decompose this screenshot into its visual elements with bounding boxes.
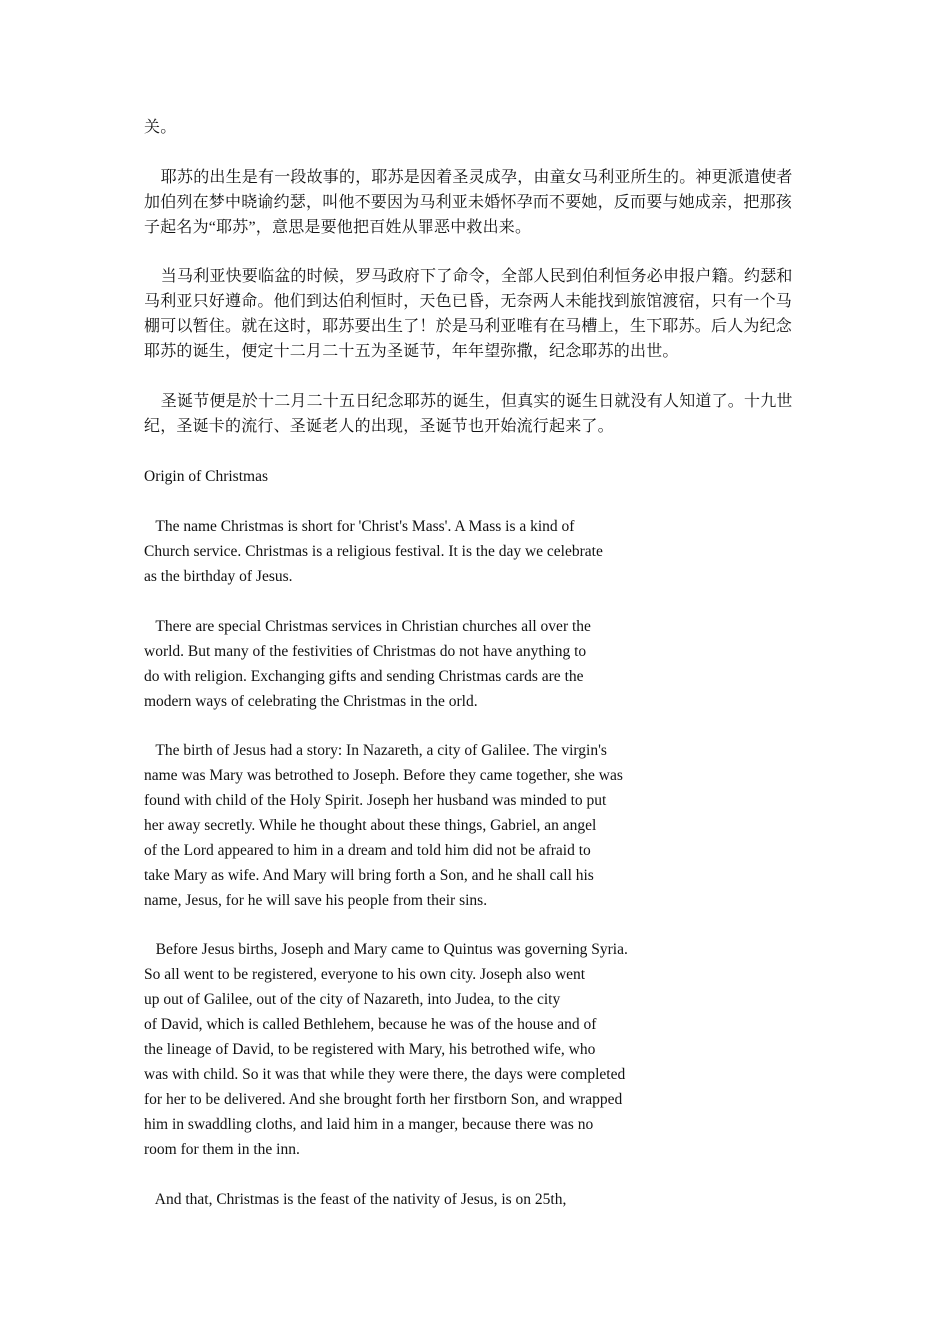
english-text-line: of David, which is called Bethlehem, because he was of the house and of bbox=[144, 1016, 597, 1033]
english-text-line: him in swaddling cloths, and laid him in a manger, because there was no bbox=[144, 1116, 594, 1133]
chinese-text-line: 圣诞节便是於十二月二十五日纪念耶苏的诞生，但真实的诞生日就没有人知道了。十九世 bbox=[144, 393, 793, 410]
chinese-text-line: 耶苏的出生是有一段故事的，耶苏是因着圣灵成孕，由童女马利亚所生的。神更派遣使者 bbox=[144, 169, 793, 186]
english-text-line: Before Jesus births, Joseph and Mary came to Quintus was governing Syria. bbox=[144, 941, 628, 958]
english-text-line: found with child of the Holy Spirit. Joseph her husband was minded to put bbox=[144, 792, 607, 809]
english-text-line: world. But many of the festivities of Christmas do not have anything to bbox=[144, 643, 587, 660]
english-text-line: up out of Galilee, out of the city of Nazareth, into Judea, to the city bbox=[144, 991, 561, 1008]
english-text-line: modern ways of celebrating the Christmas in the orld. bbox=[144, 693, 478, 710]
english-text-line: as the birthday of Jesus. bbox=[144, 568, 293, 585]
english-text-line: do with religion. Exchanging gifts and sending Christmas cards are the bbox=[144, 668, 584, 685]
english-text-line: Church service. Christmas is a religious festival. It is the day we celebrate bbox=[144, 543, 603, 560]
chinese-text-line: 棚可以暂住。就在这时，耶苏要出生了！於是马利亚唯有在马槽上，生下耶苏。后人为纪念 bbox=[144, 318, 793, 335]
english-text-line: of the Lord appeared to him in a dream and told him did not be afraid to bbox=[144, 842, 591, 859]
english-text-line: was with child. So it was that while they were there, the days were completed bbox=[144, 1066, 626, 1083]
english-text-line: And that, Christmas is the feast of the nativity of Jesus, is on 25th, bbox=[144, 1191, 567, 1208]
english-text-line: There are special Christmas services in Christian churches all over the bbox=[144, 618, 591, 635]
section-heading: Origin of Christmas bbox=[144, 468, 268, 485]
english-text-line: So all went to be registered, everyone to his own city. Joseph also went bbox=[144, 966, 586, 983]
english-text-line: for her to be delivered. And she brought forth her firstborn Son, and wrapped bbox=[144, 1091, 623, 1108]
english-text-line: the lineage of David, to be registered with Mary, his betrothed wife, who bbox=[144, 1041, 596, 1058]
chinese-text-line: 加伯列在梦中晓谕约瑟，叫他不要因为马利亚未婚怀孕而不要她，反而要与她成亲，把那孩 bbox=[144, 194, 793, 211]
chinese-text-line: 耶苏的诞生，便定十二月二十五为圣诞节，年年望弥撒，纪念耶苏的出世。 bbox=[144, 343, 679, 360]
english-text-line: room for them in the inn. bbox=[144, 1141, 300, 1158]
chinese-text-line: 马利亚只好遵命。他们到达伯利恒时，天色已昏，无奈两人未能找到旅馆渡宿，只有一个马 bbox=[144, 293, 793, 310]
english-text-line: The name Christmas is short for 'Christ's Mass'. A Mass is a kind of bbox=[144, 518, 575, 535]
english-text-line: The birth of Jesus had a story: In Nazareth, a city of Galilee. The virgin's bbox=[144, 742, 607, 759]
chinese-text-line: 当马利亚快要临盆的时候，罗马政府下了命令，全部人民到伯利恒务必申报户籍。约瑟和 bbox=[144, 268, 793, 285]
english-text-line: take Mary as wife. And Mary will bring forth a Son, and he shall call his bbox=[144, 867, 594, 884]
chinese-text-line: 子起名为“耶苏”，意思是要他把百姓从罪恶中救出来。 bbox=[144, 219, 532, 236]
english-text-line: name, Jesus, for he will save his people from their sins. bbox=[144, 892, 488, 909]
english-text-line: her away secretly. While he thought about these things, Gabriel, an angel bbox=[144, 817, 597, 834]
chinese-text-line: 纪，圣诞卡的流行、圣诞老人的出现，圣诞节也开始流行起来了。 bbox=[144, 418, 614, 435]
english-text-line: name was Mary was betrothed to Joseph. Before they came together, she was bbox=[144, 767, 623, 784]
chinese-text-line: 关。 bbox=[144, 119, 177, 136]
